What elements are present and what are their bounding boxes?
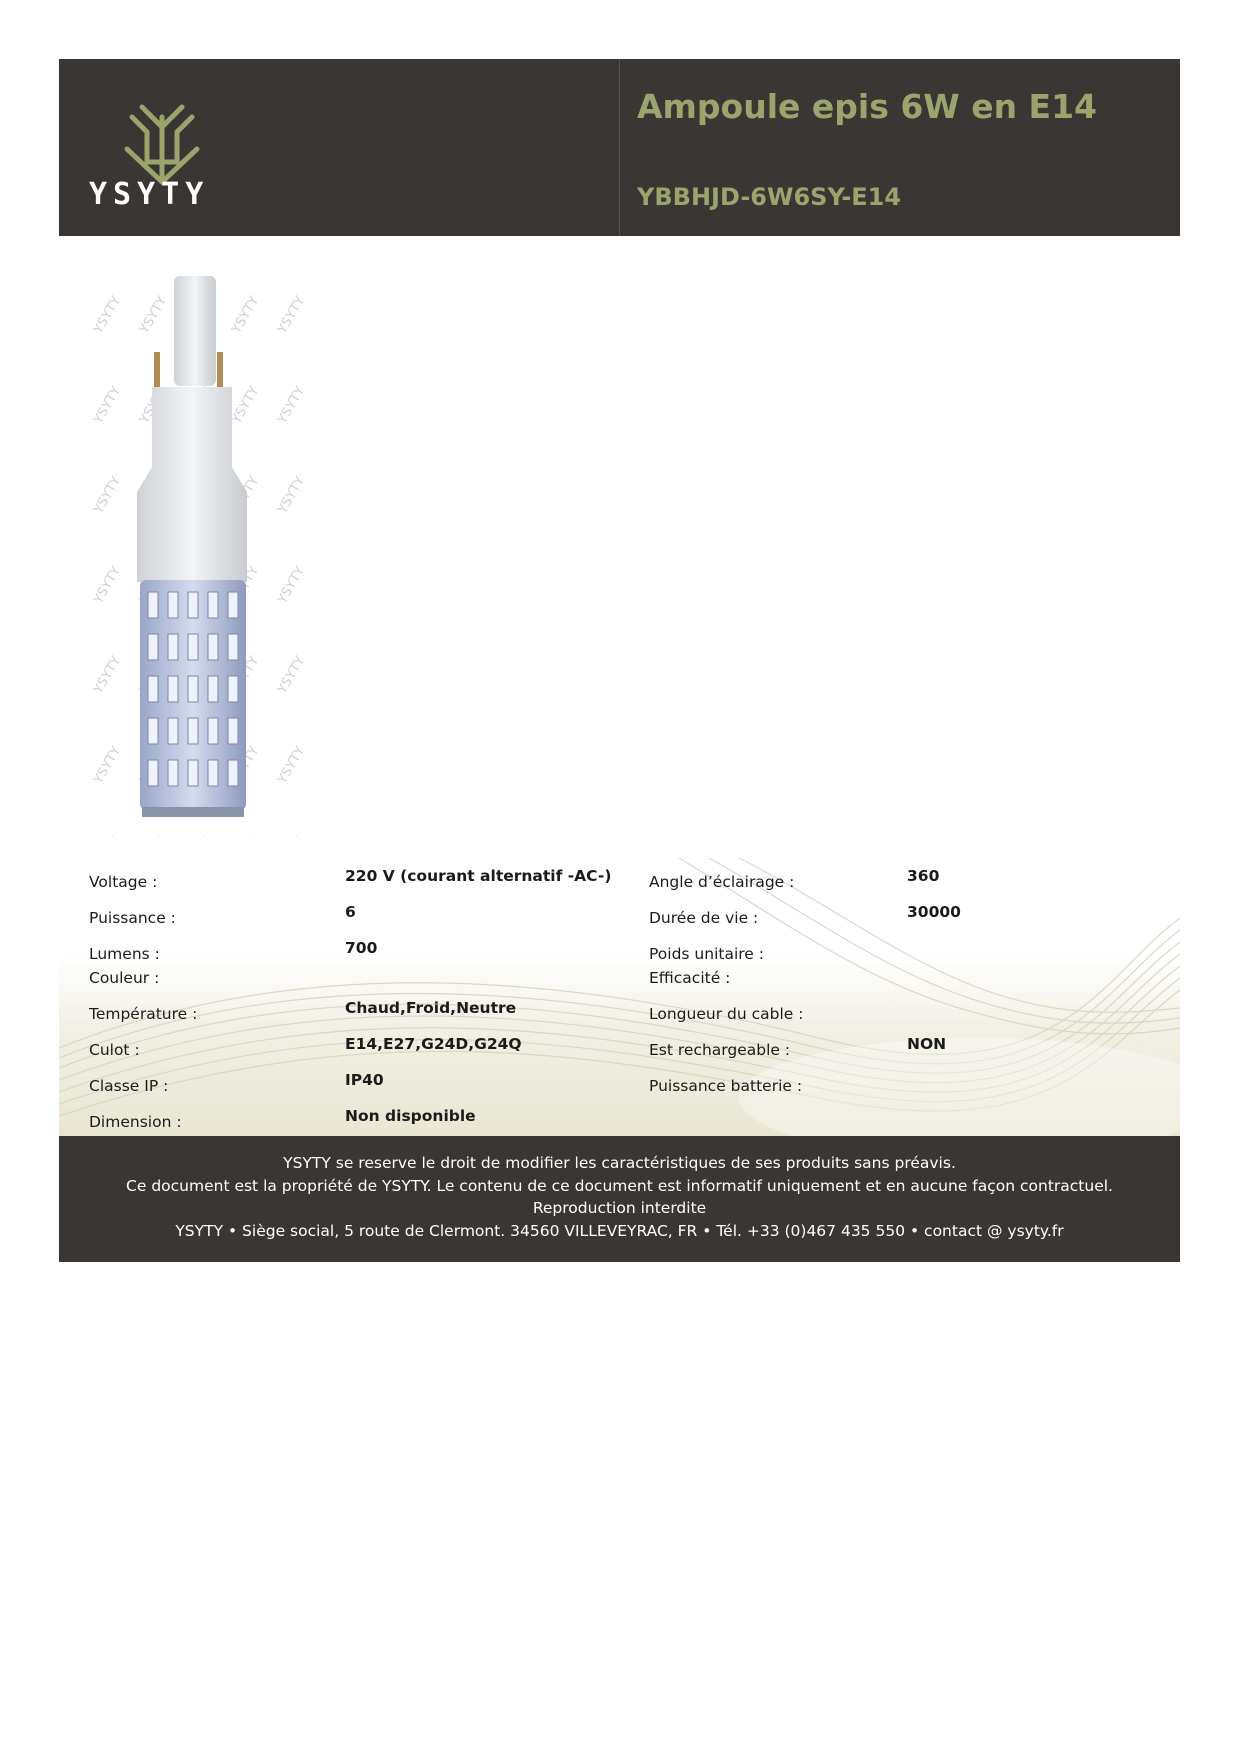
spec-value: 220 V (courant alternatif -AC-) xyxy=(345,867,612,885)
spec-value: NON xyxy=(907,1035,947,1053)
spec-value: 700 xyxy=(345,939,378,957)
footer-contact: YSYTY • Siège social, 5 route de Clermont. 34560 VILLEVEYRAC, FR • Tél. +33 (0)467 435 550 • contact @ ysyty.fr xyxy=(175,1221,1064,1240)
spec-value: 30000 xyxy=(907,903,961,921)
spec-value: Chaud,Froid,Neutre xyxy=(345,999,517,1017)
spec-label: Puissance : xyxy=(89,909,176,927)
header-divider xyxy=(619,59,620,236)
spec-label: Poids unitaire : xyxy=(649,945,764,963)
spec-label: Est rechargeable : xyxy=(649,1041,791,1059)
footer-ownership: Ce document est la propriété de YSYTY. Le contenu de ce document est informatif uniquement et en aucune façon contractuel. Reproduction interdite xyxy=(126,1176,1113,1217)
product-photo xyxy=(82,262,314,836)
document-header xyxy=(59,59,1180,236)
spec-value: 6 xyxy=(345,903,356,921)
spec-value: E14,E27,G24D,G24Q xyxy=(345,1035,522,1053)
spec-label: Classe IP : xyxy=(89,1077,169,1095)
spec-label: Puissance batterie : xyxy=(649,1077,803,1095)
spec-label: Lumens : xyxy=(89,945,160,963)
spec-label: Température : xyxy=(89,1005,198,1023)
spec-value: IP40 xyxy=(345,1071,384,1089)
brand-wordmark: YSYTY xyxy=(89,177,210,212)
spec-label: Durée de vie : xyxy=(649,909,759,927)
spec-label: Efficacité : xyxy=(649,969,731,987)
document-footer xyxy=(59,1136,1180,1262)
specifications-panel xyxy=(59,858,1180,1136)
spec-label: Dimension : xyxy=(89,1113,182,1131)
footer-disclaimer: YSYTY se reserve le droit de modifier les caractéristiques de ses produits sans préavis. xyxy=(283,1154,956,1172)
spec-label: Culot : xyxy=(89,1041,140,1059)
spec-label: Angle d’éclairage : xyxy=(649,873,795,891)
spec-label: Voltage : xyxy=(89,873,158,891)
spec-label: Longueur du cable : xyxy=(649,1005,804,1023)
product-reference: YBBHJD-6W6SY-E14 xyxy=(637,183,902,211)
decorative-wave-background xyxy=(59,858,1180,1136)
product-title: Ampoule epis 6W en E14 xyxy=(637,87,1098,126)
spec-label: Couleur : xyxy=(89,969,160,987)
spec-value: Non disponible xyxy=(345,1107,476,1125)
spec-value: 360 xyxy=(907,867,940,885)
